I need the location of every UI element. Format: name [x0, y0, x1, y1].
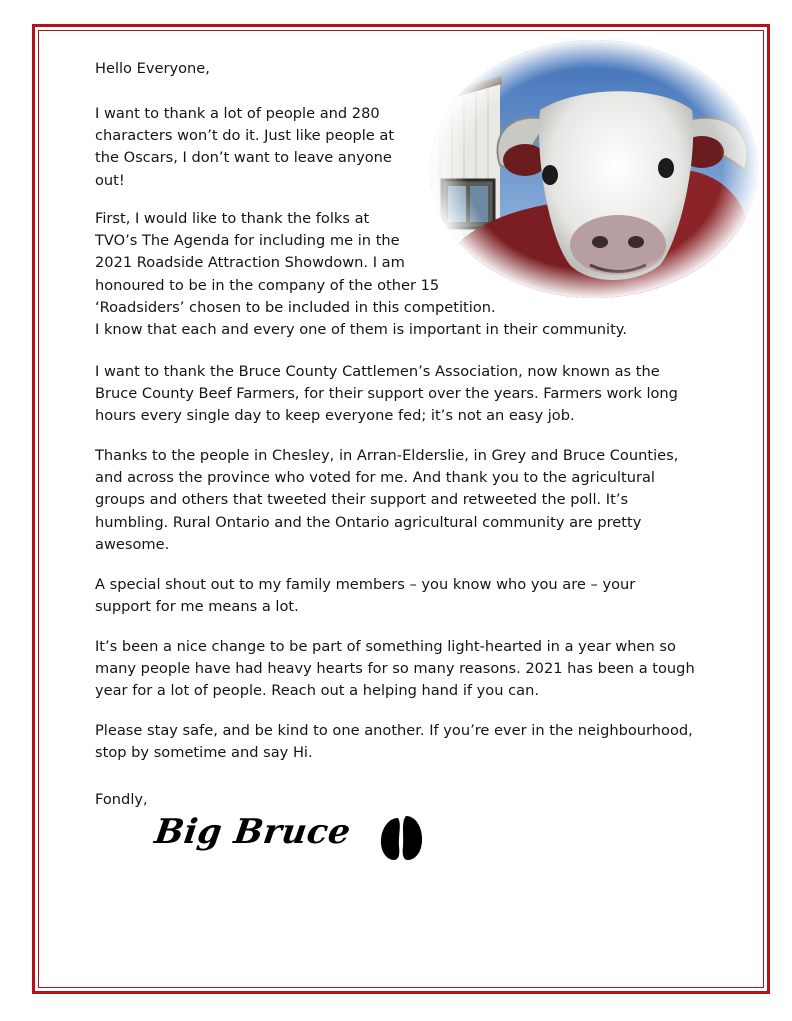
- text-line: I want to thank the Bruce County Cattlemen’s Association, now known as the: [95, 363, 660, 380]
- text-line: stop by sometime and say Hi.: [95, 744, 313, 762]
- text-line: First, I would like to thank the folks at: [95, 210, 370, 227]
- text-line: ‘Roadsiders’ chosen to be included in this competition.: [95, 298, 496, 316]
- text-line: hours every single day to keep everyone fed; it’s not an easy job.: [95, 407, 575, 425]
- signature: Big Bruce: [152, 812, 354, 852]
- paragraph-family: [95, 574, 635, 618]
- text-line: the Oscars, I don’t want to leave anyone: [95, 149, 392, 167]
- text-line: year for a lot of people. Reach out a helping hand if you can.: [95, 682, 539, 700]
- greeting: Hello Everyone,: [95, 60, 210, 77]
- text-line: honoured to be in the company of the other 15: [95, 276, 440, 294]
- paragraph-voters: [95, 445, 678, 556]
- paragraph-thanks-intro: [95, 103, 394, 192]
- text-line: humbling. Rural Ontario and the Ontario agricultural community are pretty: [95, 513, 642, 531]
- text-line: groups and others that tweeted their support and retweeted the poll. It’s: [95, 491, 629, 509]
- text-line: Thanks to the people in Chesley, in Arran-Elderslie, in Grey and Bruce Counties,: [95, 447, 679, 464]
- hoof-print-icon: [376, 814, 426, 862]
- text-line: support for me means a lot.: [95, 598, 299, 616]
- text-line: It’s been a nice change to be part of something light-hearted in a year when so: [95, 638, 676, 655]
- paragraph-light-hearted: [95, 636, 695, 703]
- text-line: Please stay safe, and be kind to one another. If you’re ever in the neighbourhood,: [95, 722, 693, 739]
- text-line: A special shout out to my family members – you know who you are – your: [95, 576, 636, 593]
- paragraph-tvo-agenda: [95, 208, 627, 341]
- text-line: I want to thank a lot of people and 280: [95, 105, 380, 122]
- text-line: Bruce County Beef Farmers, for their support over the years. Farmers work long: [95, 385, 678, 403]
- paragraph-stay-safe: [95, 720, 693, 764]
- text-line: I know that each and every one of them is important in their community.: [95, 321, 628, 339]
- text-line: many people have had heavy hearts for so many reasons. 2021 has been a tough: [95, 660, 695, 678]
- paragraph-beef-farmers: [95, 361, 678, 428]
- text-line: TVO’s The Agenda for including me in the: [95, 232, 400, 250]
- closing: Fondly,: [95, 791, 148, 808]
- text-line: 2021 Roadside Attraction Showdown. I am: [95, 254, 405, 272]
- text-line: awesome.: [95, 535, 170, 553]
- text-line: and across the province who voted for me. And thank you to the agricultural: [95, 469, 655, 487]
- text-line: out!: [95, 171, 125, 189]
- text-line: characters won’t do it. Just like people at: [95, 127, 395, 145]
